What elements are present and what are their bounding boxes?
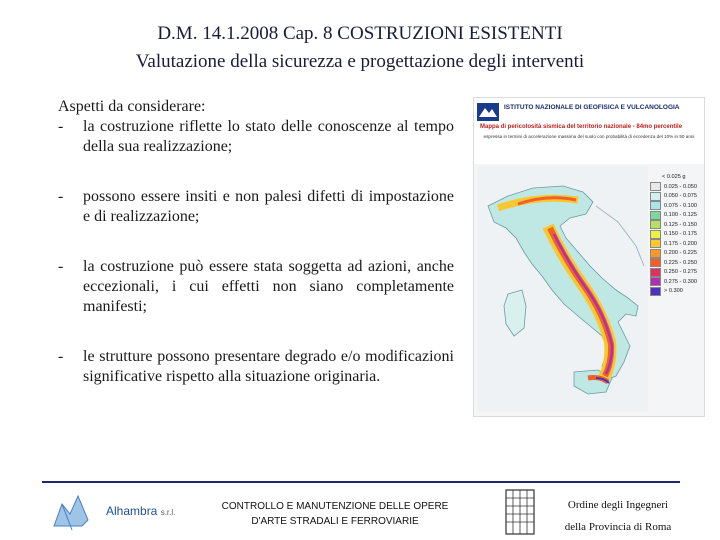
- legend-row: [650, 277, 700, 287]
- legend-label: 0.050 - 0.075: [664, 193, 697, 200]
- ingv-logo-icon: [477, 103, 499, 121]
- legend-label: 0.075 - 0.100: [664, 202, 697, 209]
- legend-row: [650, 182, 700, 192]
- bullet-list: [58, 97, 454, 387]
- bullet-text: la costruzione può essere stata soggetta ad azioni, anche eccezionali, i cui effetti non siano completamente manifesti;: [83, 258, 454, 315]
- map-institute: ISTITUTO NAZIONALE DI GEOFISICA E VULCANOLOGIA: [504, 104, 680, 111]
- alhambra-emblem-icon: [48, 486, 98, 536]
- legend-swatch: [650, 258, 661, 267]
- legend-row: [650, 211, 700, 221]
- legend-swatch: [650, 230, 661, 239]
- footer-organization: [548, 494, 688, 538]
- italy-hazard-drawing: [478, 166, 648, 412]
- map-title: Mappa di pericolosità sismica del territorio nazionale - 84mo percentile: [480, 124, 683, 130]
- legend-row: [650, 287, 700, 297]
- legend-row: [650, 239, 700, 249]
- footer-center-line-1: CONTROLLO E MANUTENZIONE DELLE OPERE: [221, 501, 449, 512]
- legend-label: 0.025 - 0.050: [664, 183, 697, 190]
- legend-swatch: [650, 287, 661, 296]
- slide-title: [0, 20, 720, 76]
- legend-row: [650, 268, 700, 278]
- legend-swatch: [650, 192, 661, 201]
- legend-swatch: [650, 182, 661, 191]
- bullet-dash: -: [58, 258, 64, 275]
- legend-swatch: [650, 211, 661, 220]
- map-header: [474, 98, 704, 164]
- legend-row: [650, 230, 700, 240]
- title-line-2: Valutazione della sicurezza e progettazione degli interventi: [135, 51, 585, 72]
- legend-row: [650, 258, 700, 268]
- legend-row: [650, 249, 700, 259]
- legend-swatch: [650, 249, 661, 258]
- bullet-text: possono essere insiti e non palesi difetti di impostazione e di realizzazione;: [83, 188, 454, 225]
- legend-row: [650, 192, 700, 202]
- bullet-item: [58, 187, 454, 227]
- footer-divider: [42, 481, 680, 483]
- legend-label: > 0.300: [664, 288, 683, 295]
- intro-text: Aspetti da considerare:: [58, 98, 206, 115]
- legend-unit: < 0.025 g: [662, 174, 686, 180]
- legend-swatch: [650, 239, 661, 248]
- bullet-text: le strutture possono presentare degrado e/o modificazioni significative rispetto alla situazione originaria.: [83, 348, 454, 385]
- legend-label: 0.150 - 0.175: [664, 231, 697, 238]
- legend-swatch: [650, 268, 661, 277]
- legend-row: [650, 201, 700, 211]
- legend-row: [650, 220, 700, 230]
- bullet-text: la costruzione riflette lo stato delle conoscenze al tempo della sua realizzazione;: [83, 118, 454, 155]
- legend-label: 0.175 - 0.200: [664, 240, 697, 247]
- bullet-item: [58, 347, 454, 387]
- building-icon: [500, 486, 540, 536]
- footer-right-line-1: Ordine degli Ingegneri: [567, 499, 669, 511]
- legend-swatch: [650, 201, 661, 210]
- legend-label: 0.225 - 0.250: [664, 259, 697, 266]
- footer-right-line-2: della Provincia di Roma: [564, 521, 672, 533]
- legend-label: 0.100 - 0.125: [664, 212, 697, 219]
- map-legend: [650, 172, 700, 296]
- company-name: Alhambra s.r.l.: [106, 504, 176, 518]
- seismic-hazard-map: [473, 97, 705, 417]
- legend-swatch: [650, 277, 661, 286]
- legend-label: 0.125 - 0.150: [664, 221, 697, 228]
- legend-label: 0.200 - 0.225: [664, 250, 697, 257]
- legend-label: 0.250 - 0.275: [664, 269, 697, 276]
- bullet-dash: -: [58, 348, 64, 365]
- legend-label: 0.275 - 0.300: [664, 278, 697, 285]
- title-line-1: D.M. 14.1.2008 Cap. 8 COSTRUZIONI ESISTENTI: [157, 23, 563, 44]
- company-suffix: s.r.l.: [160, 508, 176, 517]
- footer-center-line-2: D'ARTE STRADALI E FERROVIARIE: [251, 516, 419, 527]
- bullet-item: [58, 117, 454, 157]
- bullet-dash: -: [58, 118, 64, 135]
- footer-course-title: [190, 499, 480, 529]
- alhambra-logo: [48, 486, 188, 536]
- legend-swatch: [650, 220, 661, 229]
- bullet-dash: -: [58, 188, 64, 205]
- map-subtitle: espressa in termini di accelerazione massima del suolo con probabilità di eccedenza del 10% in 50 anni: [483, 134, 695, 139]
- bullet-item: [58, 257, 454, 317]
